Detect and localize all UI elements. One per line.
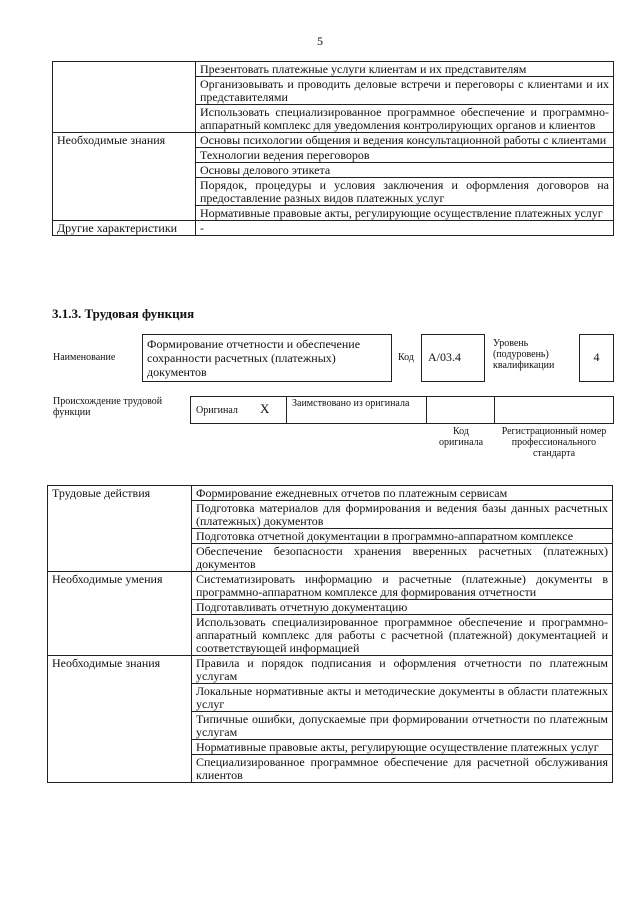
row-text: Систематизировать информацию и расчетные (платежные) документы в программно-аппаратном комплексе для формирования отчетности [192, 572, 613, 600]
orig-code-label: Код оригинала [438, 426, 484, 448]
row-text: Использовать специализированное программное обеспечение и программно-аппаратный комплекс для работы с расчетной (платежной) документацией и соответствующей информацией [192, 615, 613, 656]
group-label: Необходимые умения [48, 572, 192, 656]
row-text: Нормативные правовые акты, регулирующие осуществление платежных услуг [196, 206, 614, 221]
table-row [53, 62, 614, 77]
origin-label: Происхождение трудовой функции [53, 396, 163, 418]
row-label: Необходимые знания [53, 133, 196, 221]
row-text: Нормативные правовые акты, регулирующие осуществление платежных услуг [192, 740, 613, 755]
reg-number-label: Регистрационный номер профессионального стандарта [501, 426, 607, 459]
table-row [48, 656, 613, 684]
row-text: Правила и порядок подписания и оформления отчетности по платежным услугам [192, 656, 613, 684]
row-text: Порядок, процедуры и условия заключения и оформления договоров на предоставление разных видов платежных услуг [196, 178, 614, 206]
table-row [53, 133, 614, 148]
table-row [48, 572, 613, 600]
page-number: 5 [317, 34, 323, 48]
row-text: Подготовка материалов для формирования и ведения базы данных расчетных (платежных) документов [192, 501, 613, 529]
code-label: Код [398, 352, 414, 363]
group-label: Необходимые знания [48, 656, 192, 783]
row-label [53, 62, 196, 133]
code-value: A/03.4 [428, 350, 461, 364]
table-row [48, 486, 613, 501]
function-name: Формирование отчетности и обеспечение сохранности расчетных (платежных) документов [147, 337, 361, 379]
level-label: Уровень (подуровень) квалификации [493, 338, 555, 371]
row-text: Использовать специализированное программное обеспечение и программно-аппаратный комплекс для уведомления контролирующих органов и клиентов [196, 105, 614, 133]
row-text: Технологии ведения переговоров [196, 148, 614, 163]
row-text: Обеспечение безопасности хранения вверенных расчетных (платежных) документов [192, 544, 613, 572]
row-text: Основы психологии общения и ведения консультационной работы с клиентами [196, 133, 614, 148]
knowledge-table-continued [52, 61, 614, 236]
row-text: Формирование ежедневных отчетов по платежным сервисам [192, 486, 613, 501]
name-box [142, 334, 392, 382]
row-text: Локальные нормативные акты и методические документы в области платежных услуг [192, 684, 613, 712]
row-text: Типичные ошибки, допускаемые при формировании отчетности по платежным услугам [192, 712, 613, 740]
code-box [421, 334, 485, 382]
row-text: Подготавливать отчетную документацию [192, 600, 613, 615]
row-text: Специализированное программное обеспечение для расчетной обслуживания клиентов [192, 755, 613, 783]
row-text: Подготовка отчетной документации в программно-аппаратном комплексе [192, 529, 613, 544]
row-text: Презентовать платежные услуги клиентам и их представителям [196, 62, 614, 77]
group-label: Трудовые действия [48, 486, 192, 572]
level-value: 4 [593, 350, 600, 364]
table-row [53, 221, 614, 236]
section-title: 3.1.3. Трудовая функция [52, 306, 195, 321]
borrowed-label: Заимствовано из оригинала [292, 398, 410, 409]
row-label: Другие характеристики [53, 221, 196, 236]
row-text: Основы делового этикета [196, 163, 614, 178]
name-label: Наименование [53, 352, 116, 363]
row-text: Организовывать и проводить деловые встречи и переговоры с клиентами и их представителями [196, 77, 614, 105]
row-text: - [196, 221, 614, 236]
labor-function-table [47, 485, 613, 783]
original-label: Оригинал [196, 405, 238, 416]
level-box [579, 334, 614, 382]
original-mark: X [260, 401, 270, 416]
